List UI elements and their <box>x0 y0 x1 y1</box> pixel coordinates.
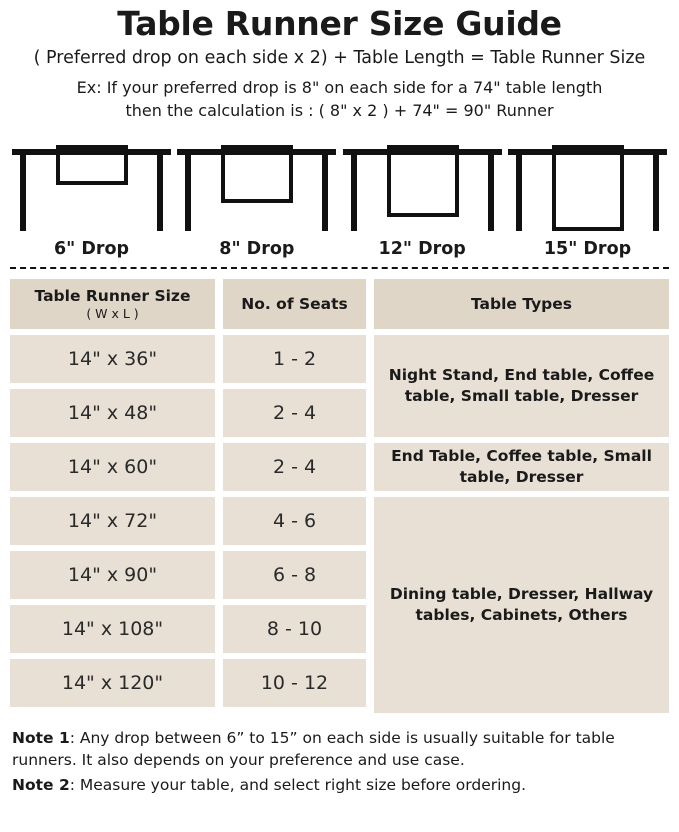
note-1-label: Note 1 <box>12 728 70 747</box>
table-row: 14" x 90" <box>10 551 215 599</box>
table-row: 8 - 10 <box>223 605 366 653</box>
table-drop-illustration-icon <box>341 137 504 237</box>
table-row: 4 - 6 <box>223 497 366 545</box>
drop-diagrams <box>8 129 671 237</box>
example-line-1: Ex: If your preferred drop is 8" on each side for a 74" table length <box>76 78 603 98</box>
table-row: 14" x 36" <box>10 335 215 383</box>
table-drop-illustration-icon <box>10 137 173 237</box>
notes-section <box>8 727 671 797</box>
header-runner-size-sub: ( W x L ) <box>86 305 139 321</box>
table-row: 1 - 2 <box>223 335 366 383</box>
table-row: 14" x 120" <box>10 659 215 707</box>
drop-diagram-12 <box>341 137 504 237</box>
example-line-2: then the calculation is : ( 8" x 2 ) + 74" = 90" Runner <box>125 101 554 121</box>
note-1-text: : Any drop between 6” to 15” on each side is usually suitable for table runners. It also depends on your preference and use case. <box>12 728 615 770</box>
table-row: 14" x 48" <box>10 389 215 437</box>
table-row: 2 - 4 <box>223 389 366 437</box>
header-runner-size <box>10 279 215 329</box>
page-title: Table Runner Size Guide <box>117 4 562 43</box>
drop-diagram-15 <box>506 137 669 237</box>
note-2-label: Note 2 <box>12 776 70 795</box>
drop-diagram-6 <box>10 137 173 237</box>
drop-label-6: 6" Drop <box>53 238 130 259</box>
table-drop-illustration-icon <box>506 137 669 237</box>
drop-label-row <box>8 239 671 259</box>
size-table <box>8 279 671 719</box>
column-runner-size <box>10 279 215 719</box>
table-row: 14" x 72" <box>10 497 215 545</box>
table-types-group: Night Stand, End table, Coffee table, Small table, Dresser <box>374 335 669 437</box>
drop-label-12: 12" Drop <box>378 238 466 259</box>
note-2 <box>12 774 667 796</box>
drop-label-15: 15" Drop <box>543 238 632 259</box>
example-block <box>8 76 671 122</box>
note-2-text: : Measure your table, and select right size before ordering. <box>69 776 527 795</box>
header-seats: No. of Seats <box>223 279 366 329</box>
table-drop-illustration-icon <box>175 137 338 237</box>
drop-label-8: 8" Drop <box>219 238 295 259</box>
header-table-types: Table Types <box>374 279 669 329</box>
column-table-types <box>374 279 669 719</box>
table-row: 14" x 60" <box>10 443 215 491</box>
size-guide-page <box>0 6 679 832</box>
column-seats <box>223 279 366 719</box>
note-1 <box>12 727 667 772</box>
formula-line: ( Preferred drop on each side x 2) + Table Length = Table Runner Size <box>33 48 646 69</box>
table-row: 6 - 8 <box>223 551 366 599</box>
dashed-divider <box>10 267 669 269</box>
table-types-group: End Table, Coffee table, Small table, Dresser <box>374 443 669 491</box>
drop-diagram-8 <box>175 137 338 237</box>
table-types-group: Dining table, Dresser, Hallway tables, Cabinets, Others <box>374 497 669 713</box>
header-runner-size-label: Table Runner Size <box>34 286 191 305</box>
table-row: 14" x 108" <box>10 605 215 653</box>
table-row: 2 - 4 <box>223 443 366 491</box>
table-row: 10 - 12 <box>223 659 366 707</box>
